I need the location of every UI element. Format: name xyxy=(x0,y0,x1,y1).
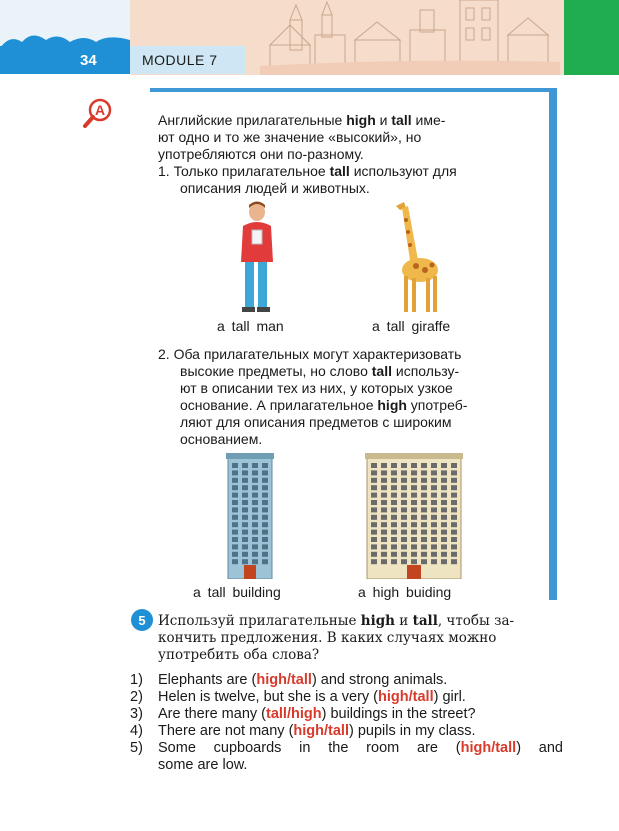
window xyxy=(232,470,238,475)
window xyxy=(371,485,377,490)
window xyxy=(242,485,248,490)
window xyxy=(371,544,377,549)
sentence-text: Elephants are ( xyxy=(158,672,257,688)
window xyxy=(431,559,437,564)
rule-intro-line-1: Английские прилагательные high и tall име- xyxy=(158,112,446,128)
window xyxy=(421,507,427,512)
window xyxy=(391,537,397,542)
exercise-sentence xyxy=(130,706,565,723)
window xyxy=(262,544,268,549)
caption-high-building: a high buiding xyxy=(358,584,452,600)
tall-man-illustration xyxy=(230,200,280,315)
tall-building-illustration xyxy=(226,453,274,579)
window xyxy=(252,493,258,498)
window xyxy=(431,507,437,512)
city-skyline-illustration xyxy=(260,0,560,75)
window xyxy=(391,515,397,520)
window xyxy=(441,493,447,498)
window xyxy=(381,522,387,527)
window xyxy=(232,507,238,512)
window xyxy=(411,500,417,505)
window xyxy=(381,500,387,505)
window xyxy=(262,530,268,535)
window xyxy=(421,500,427,505)
page-header xyxy=(0,0,619,75)
exercise-sentence xyxy=(130,757,565,774)
rule-intro-line-3: употребляются они по-разному. xyxy=(158,146,364,162)
window xyxy=(441,500,447,505)
window xyxy=(441,507,447,512)
rule-point-2-line-1: 2. Оба прилагательных могут характеризовать xyxy=(158,346,462,362)
window xyxy=(371,463,377,468)
window xyxy=(411,463,417,468)
window xyxy=(411,522,417,527)
sentence-number: 3) xyxy=(130,706,143,722)
window xyxy=(242,493,248,498)
window xyxy=(441,463,447,468)
window xyxy=(401,507,407,512)
window xyxy=(411,515,417,520)
window xyxy=(401,500,407,505)
window xyxy=(232,552,238,557)
window xyxy=(431,515,437,520)
window xyxy=(242,559,248,564)
window xyxy=(451,485,457,490)
window xyxy=(242,507,248,512)
module-label: MODULE 7 xyxy=(130,46,245,74)
window xyxy=(451,507,457,512)
window xyxy=(252,507,258,512)
window xyxy=(242,544,248,549)
answer-options: high/tall xyxy=(460,740,517,756)
sentence-number: 4) xyxy=(130,723,143,739)
window xyxy=(441,544,447,549)
rule-point-2-line-4: основание. А прилагательное high употреб- xyxy=(180,397,468,413)
caption-tall-giraffe: a tall giraffe xyxy=(372,318,451,334)
window xyxy=(371,470,377,475)
rule-box-top-border xyxy=(150,88,557,92)
window xyxy=(431,493,437,498)
answer-options: high/tall xyxy=(256,672,312,688)
window xyxy=(431,522,437,527)
window xyxy=(252,544,258,549)
window xyxy=(411,537,417,542)
window xyxy=(252,559,258,564)
window xyxy=(421,515,427,520)
window xyxy=(262,478,268,483)
window xyxy=(451,544,457,549)
window xyxy=(262,507,268,512)
window xyxy=(262,463,268,468)
window xyxy=(401,470,407,475)
window xyxy=(391,500,397,505)
window xyxy=(451,537,457,542)
window xyxy=(411,470,417,475)
window xyxy=(381,485,387,490)
window xyxy=(381,493,387,498)
rule-point-2-line-3: ют в описании тех из них, у которых узкое xyxy=(180,380,453,396)
window xyxy=(252,478,258,483)
window xyxy=(262,537,268,542)
window xyxy=(431,544,437,549)
window xyxy=(371,552,377,557)
window xyxy=(371,507,377,512)
rule-point-1-line-2: описания людей и животных. xyxy=(180,180,370,196)
window xyxy=(421,522,427,527)
exercise-instruction-line-1: Используй прилагательные high и tall, чтобы за- xyxy=(158,613,515,629)
window xyxy=(381,537,387,542)
window xyxy=(242,552,248,557)
window xyxy=(411,493,417,498)
window xyxy=(371,559,377,564)
window xyxy=(242,530,248,535)
window xyxy=(371,500,377,505)
window xyxy=(391,522,397,527)
exercise-sentence xyxy=(130,689,565,706)
window xyxy=(391,559,397,564)
window xyxy=(411,559,417,564)
window xyxy=(262,552,268,557)
window xyxy=(441,470,447,475)
window xyxy=(401,522,407,527)
window xyxy=(441,552,447,557)
window xyxy=(232,522,238,527)
window xyxy=(401,463,407,468)
window xyxy=(431,537,437,542)
window xyxy=(401,485,407,490)
window xyxy=(421,493,427,498)
cloud-decoration xyxy=(0,28,130,48)
window xyxy=(421,544,427,549)
window xyxy=(401,493,407,498)
window xyxy=(401,559,407,564)
window xyxy=(391,507,397,512)
window xyxy=(451,493,457,498)
window xyxy=(391,478,397,483)
window xyxy=(262,500,268,505)
exercise-sentence xyxy=(130,740,563,757)
window xyxy=(242,470,248,475)
window xyxy=(451,470,457,475)
window xyxy=(242,522,248,527)
window xyxy=(421,559,427,564)
window xyxy=(252,552,258,557)
window xyxy=(391,463,397,468)
window xyxy=(242,537,248,542)
grammar-magnifier-icon xyxy=(82,97,114,129)
window xyxy=(431,485,437,490)
window xyxy=(401,530,407,535)
answer-options: high/tall xyxy=(293,723,349,739)
window xyxy=(381,515,387,520)
sentence-text: There are not many ( xyxy=(158,723,294,739)
window xyxy=(391,493,397,498)
caption-tall-man: a tall man xyxy=(217,318,284,334)
window xyxy=(421,530,427,535)
window xyxy=(401,478,407,483)
rule-point-2-line-2: высокие предметы, но слово tall использу- xyxy=(180,363,460,379)
window xyxy=(371,522,377,527)
window xyxy=(252,470,258,475)
window xyxy=(232,559,238,564)
sentence-text: Some cupboards in the room are ( xyxy=(158,740,461,756)
window xyxy=(262,493,268,498)
sentence-text: ) pupils in my class. xyxy=(349,723,476,739)
rule-point-1: 1. Только прилагательное tall используют для xyxy=(158,163,457,179)
window xyxy=(441,515,447,520)
caption-tall-building: a tall building xyxy=(193,584,281,600)
window xyxy=(441,559,447,564)
window xyxy=(232,530,238,535)
window xyxy=(381,530,387,535)
window xyxy=(381,507,387,512)
window xyxy=(232,544,238,549)
window xyxy=(451,500,457,505)
window xyxy=(381,552,387,557)
window xyxy=(421,478,427,483)
window xyxy=(371,478,377,483)
sentence-number: 2) xyxy=(130,689,143,705)
rule-point-2-line-5: ляют для описания предметов с широким xyxy=(180,414,452,430)
window xyxy=(232,478,238,483)
window xyxy=(441,478,447,483)
window xyxy=(262,470,268,475)
sentence-text: ) and xyxy=(516,740,563,756)
window xyxy=(421,485,427,490)
window xyxy=(242,478,248,483)
sentence-number: 1) xyxy=(130,672,143,688)
sentence-text: ) buildings in the street? xyxy=(321,706,476,722)
exercise-instruction-line-3: употребить оба слова? xyxy=(158,647,320,663)
exercise-sentence xyxy=(130,672,565,689)
window xyxy=(371,493,377,498)
exercise-sentence xyxy=(130,723,565,740)
window xyxy=(421,470,427,475)
window xyxy=(391,485,397,490)
window xyxy=(391,552,397,557)
high-building-illustration xyxy=(365,453,463,579)
window xyxy=(431,463,437,468)
window xyxy=(371,530,377,535)
window xyxy=(252,522,258,527)
window xyxy=(421,537,427,542)
window xyxy=(232,485,238,490)
window xyxy=(391,530,397,535)
sentence-text: Are there many ( xyxy=(158,706,266,722)
window xyxy=(381,470,387,475)
rule-box-right-border xyxy=(549,88,557,600)
window xyxy=(232,500,238,505)
svg-text:A: A xyxy=(94,102,106,118)
window xyxy=(381,478,387,483)
window xyxy=(232,463,238,468)
sentence-text: ) girl. xyxy=(433,689,466,705)
window xyxy=(411,552,417,557)
window xyxy=(451,559,457,564)
window xyxy=(411,507,417,512)
window xyxy=(411,478,417,483)
window xyxy=(441,530,447,535)
window xyxy=(401,544,407,549)
window xyxy=(451,478,457,483)
window xyxy=(242,463,248,468)
window xyxy=(451,463,457,468)
window xyxy=(252,515,258,520)
window xyxy=(431,530,437,535)
window xyxy=(252,500,258,505)
window xyxy=(371,515,377,520)
exercise-number-badge: 5 xyxy=(131,609,153,631)
rule-point-2-line-6: основанием. xyxy=(180,431,263,447)
sentence-text: ) and strong animals. xyxy=(311,672,448,688)
window xyxy=(421,463,427,468)
window xyxy=(232,493,238,498)
window xyxy=(262,522,268,527)
window xyxy=(411,544,417,549)
window xyxy=(411,530,417,535)
window xyxy=(391,544,397,549)
window xyxy=(391,470,397,475)
sentence-number: 5) xyxy=(130,740,143,756)
rule-intro-line-2: ют одно и то же значение «высокий», но xyxy=(158,129,422,145)
window xyxy=(262,515,268,520)
window xyxy=(451,522,457,527)
exercise-instruction-line-2: кончить предложения. В каких случаях можно xyxy=(158,630,497,646)
window xyxy=(242,500,248,505)
window xyxy=(242,515,248,520)
window xyxy=(381,559,387,564)
answer-options: tall/high xyxy=(266,706,322,722)
answer-options: high/tall xyxy=(378,689,434,705)
window xyxy=(441,522,447,527)
window xyxy=(232,515,238,520)
window xyxy=(252,485,258,490)
window xyxy=(451,530,457,535)
window xyxy=(371,537,377,542)
window xyxy=(451,552,457,557)
window xyxy=(232,537,238,542)
window xyxy=(262,559,268,564)
window xyxy=(252,537,258,542)
sentence-text: some are low. xyxy=(158,757,248,773)
window xyxy=(381,544,387,549)
tall-giraffe-illustration xyxy=(390,200,450,318)
window xyxy=(441,537,447,542)
window xyxy=(411,485,417,490)
window xyxy=(262,485,268,490)
window xyxy=(441,485,447,490)
green-tab xyxy=(564,0,619,75)
window xyxy=(252,530,258,535)
window xyxy=(451,515,457,520)
window xyxy=(401,552,407,557)
window xyxy=(431,478,437,483)
window xyxy=(401,537,407,542)
page-number: 34 xyxy=(0,46,130,74)
window xyxy=(421,552,427,557)
window xyxy=(431,470,437,475)
sentence-text: Helen is twelve, but she is a very ( xyxy=(158,689,379,705)
window xyxy=(431,500,437,505)
window xyxy=(252,463,258,468)
window xyxy=(381,463,387,468)
window xyxy=(401,515,407,520)
window xyxy=(431,552,437,557)
